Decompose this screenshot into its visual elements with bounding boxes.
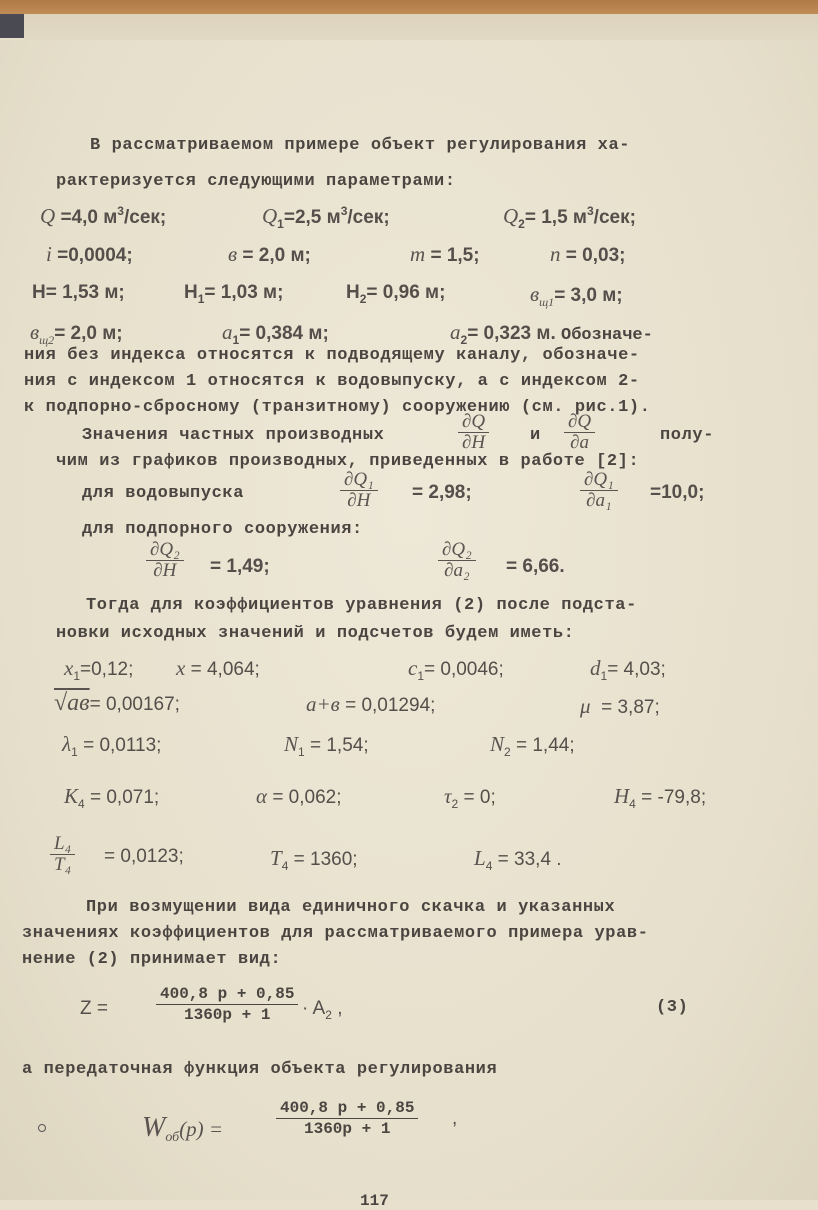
param-b-sh2: $в_{щ2}= 2,0$ м; [30, 320, 123, 347]
fraction-dQ2-da2: $\frac{\text{∂Q₂}}{\text{∂a₂}}$ [438, 540, 476, 581]
coef-x1: $x_1=0,12$; [64, 656, 134, 683]
transfer-function-comma: , [452, 1108, 458, 1129]
coef-K4: $K_4 = 0,071$; [64, 784, 160, 811]
fraction-dQ1-da1: $\frac{\text{∂Q₁}}{\text{∂a₁}}$ [580, 470, 618, 511]
coef-lambda1: $\lambda_1 = 0,0113$; [62, 732, 162, 759]
value-dQ2-da2: = 6,66. [506, 556, 565, 577]
page-number: 117 [360, 1192, 389, 1210]
fraction-dQ-da: $\frac{\partial Q}{\partial a}$ [564, 412, 595, 453]
equation-3-label: (3) [656, 998, 689, 1017]
coef-L4: $L_4 = 33,4$ . [474, 846, 562, 873]
param-H1: $H_1= 1,03$ м; [184, 282, 284, 306]
coef-T4: $T_4 = 1360$; [270, 846, 358, 873]
param-Q: Q =4,0 $м^3$/сек; [40, 204, 167, 228]
dark-tab-marker [0, 14, 24, 38]
paragraph-5-line-1: При возмущении вида единичного скачка и указанных [86, 898, 616, 917]
coef-c1: $c_1= 0,0046$; [408, 656, 504, 683]
paragraph-4-line-1: Тогда для коэффициентов уравнения (2) после подста- [86, 596, 637, 615]
coef-N2: $N_2 = 1,44$; [490, 732, 575, 759]
paragraph-1-line-2: рактеризуется следующими параметрами: [56, 172, 456, 191]
param-i: i =0,0004; [46, 242, 133, 266]
param-a1: $a_1= 0,384$ м; [222, 320, 329, 347]
fraction-L4-T4: $\frac{\text{L₄}}{\text{T₄}}$ [50, 834, 75, 875]
paragraph-3-line-2: чим из графиков производных, приведенных в работе [2]: [56, 452, 640, 471]
paragraph-2-line-4: к подпорно-сбросному (транзитному) сооружению (см. рис.1). [24, 398, 651, 417]
param-a2: $a_2= 0,323$ м. Обозначе- [450, 320, 653, 347]
value-dQ2-dH: = 1,49; [210, 556, 270, 577]
equation-3-tail: · $A_2$ , [302, 998, 343, 1022]
coef-d1: $d_1= 4,03$; [590, 656, 666, 683]
fraction-dQ-dH: $\frac{\partial Q}{\partial H}$ [458, 412, 489, 453]
value-dQ1-dH: = 2,98; [412, 482, 472, 503]
equation-3-lhs: Z = [80, 998, 108, 1019]
coef-mu: μ = 3,87; [580, 694, 660, 718]
outlet-label: для водовыпуска [82, 484, 245, 503]
coef-N1: $N_1 = 1,54$; [284, 732, 369, 759]
paragraph-4-line-2: новки исходных значений и подсчетов будем иметь: [56, 624, 575, 643]
paragraph-3-line-1: Значения частных производных [82, 426, 385, 445]
coef-H4: $H_4 = -79,8$; [614, 784, 707, 811]
weir-label: для подпорного сооружения: [82, 520, 363, 539]
param-H: H= 1,53 м; [32, 282, 125, 303]
param-b-sh1: $в_{щ1}= 3,0$ м; [530, 282, 623, 309]
fraction-dQ1-dH: $\frac{\text{∂Q₁}}{\partial H}$ [340, 470, 378, 511]
coef-a-plus-b: a+в = 0,01294; [306, 692, 436, 716]
paragraph-2-line-2: ния без индекса относятся к подводящему каналу, обозначе- [24, 346, 640, 365]
coef-x: x = 4,064; [176, 656, 260, 680]
transfer-function-fraction: $\frac{400,8 p + 0,85}{1360p + 1}$ [276, 1098, 418, 1139]
param-n: n = 0,03; [550, 242, 626, 266]
param-m: m = 1,5; [410, 242, 480, 266]
param-Q1: $Q_1=2,5$ $м^3$/сек; [262, 204, 390, 231]
paragraph-3-line-1-tail: полу- [660, 426, 715, 445]
paragraph-5-line-3: нение (2) принимает вид: [22, 950, 282, 969]
paragraph-1-line-1: В рассматриваемом примере объект регулирования ха- [90, 136, 631, 155]
value-L4-T4: = 0,0123; [104, 846, 184, 867]
paragraph-5-line-2: значениях коэффициентов для рассматриваемого примера урав- [22, 924, 649, 943]
conjunction-and: и [530, 426, 541, 445]
coef-sqrt-ab: √aв= 0,00167; [54, 690, 180, 716]
paragraph-6-line-1: а передаточная функция объекта регулирования [22, 1060, 498, 1079]
coef-tau2: $\tau_2 = 0$; [444, 784, 496, 811]
margin-dot [38, 1124, 46, 1132]
equation-3-fraction: $\frac{400,8 p + 0,85}{1360p + 1}$ [156, 984, 298, 1025]
coef-alpha: α = 0,062; [256, 784, 342, 808]
fraction-dQ2-dH: $\frac{\text{∂Q₂}}{\partial H}$ [146, 540, 184, 581]
param-b: в = 2,0 м; [228, 242, 311, 266]
param-H2: $H_2= 0,96$ м; [346, 282, 446, 306]
value-dQ1-da1: =10,0; [650, 482, 705, 503]
paragraph-2-line-3: ния с индексом 1 относятся к водовыпуску, а с индексом 2- [24, 372, 640, 391]
param-Q2: $Q_2= 1,5$ $м^3$/сек; [503, 204, 636, 231]
transfer-function-lhs: $W_{об}(p)$ = [142, 1112, 224, 1145]
